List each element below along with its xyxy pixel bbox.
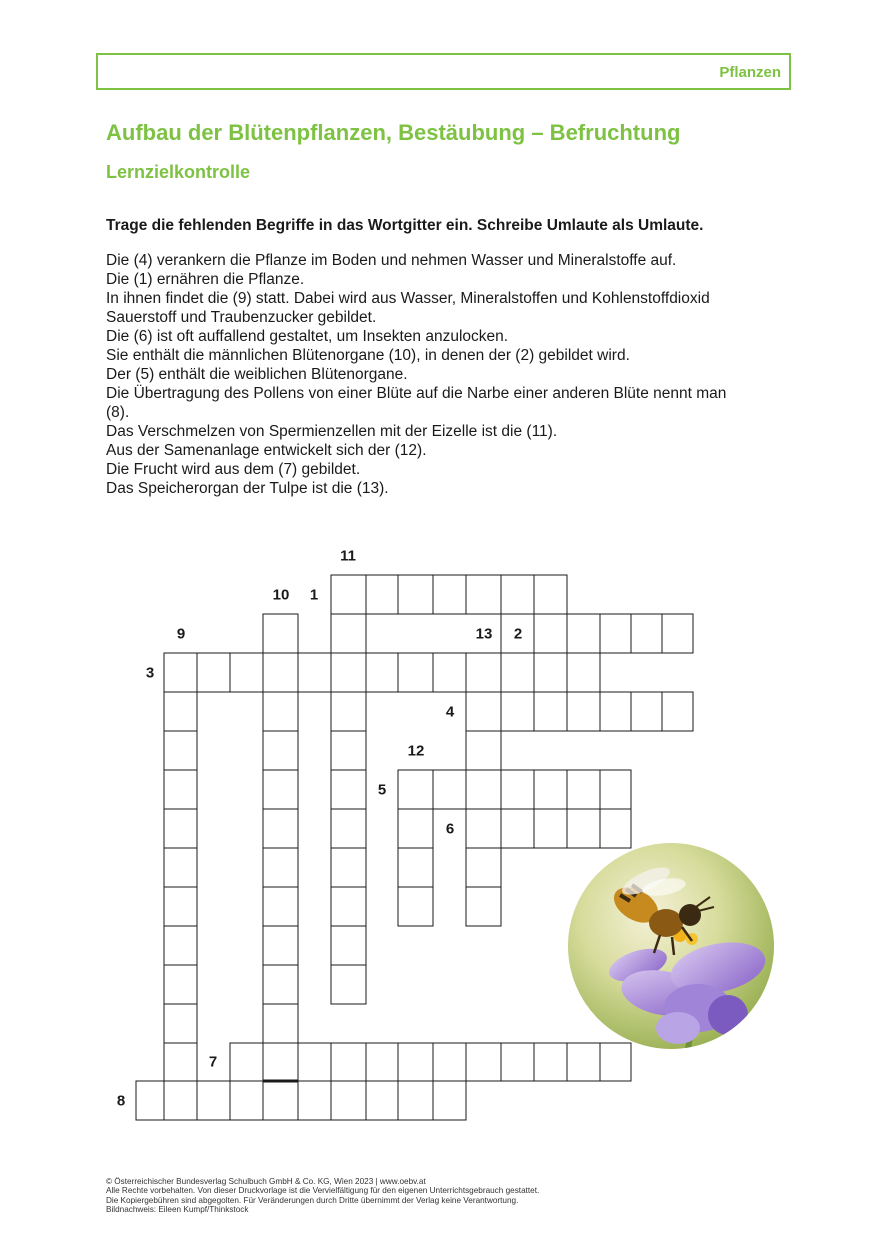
- grid-cell[interactable]: [466, 653, 501, 692]
- grid-cell[interactable]: [331, 653, 366, 692]
- clue-number-10: 10: [272, 586, 290, 604]
- grid-cell[interactable]: [164, 848, 197, 887]
- grid-cell[interactable]: [600, 614, 631, 653]
- grid-cell[interactable]: [366, 1081, 398, 1120]
- grid-cell[interactable]: [331, 692, 366, 731]
- grid-cell[interactable]: [331, 965, 366, 1004]
- grid-cell[interactable]: [433, 575, 466, 614]
- grid-cell[interactable]: [501, 770, 534, 809]
- grid-cell[interactable]: [398, 653, 433, 692]
- grid-cell[interactable]: [263, 887, 298, 926]
- grid-cell[interactable]: [466, 1043, 501, 1081]
- grid-cell[interactable]: [501, 575, 534, 614]
- grid-cell[interactable]: [567, 809, 600, 848]
- grid-cell[interactable]: [600, 809, 631, 848]
- grid-cell[interactable]: [398, 575, 433, 614]
- footer-line: Alle Rechte vorbehalten. Von dieser Druckvorlage ist die Vervielfältigung für den eigenen Unterrichtsgebrauch gestattet.: [106, 1186, 540, 1196]
- grid-cell[interactable]: [263, 614, 298, 653]
- grid-cell[interactable]: [331, 731, 366, 770]
- grid-cell[interactable]: [263, 1004, 298, 1043]
- grid-cell[interactable]: [164, 770, 197, 809]
- clue-line: Der (5) enthält die weiblichen Blütenorgane.: [106, 366, 408, 383]
- grid-cell[interactable]: [534, 770, 567, 809]
- grid-cell[interactable]: [230, 653, 263, 692]
- grid-cell[interactable]: [501, 653, 534, 692]
- clue-line: (8).: [106, 404, 130, 421]
- clue-number-11: 11: [340, 547, 356, 565]
- grid-cell[interactable]: [263, 809, 298, 848]
- grid-cell[interactable]: [263, 965, 298, 1004]
- clue-line: Sie enthält die männlichen Blütenorgane (10), in denen der (2) gebildet wird.: [106, 347, 630, 364]
- grid-cell[interactable]: [331, 887, 366, 926]
- clue-line: Sauerstoff und Traubenzucker gebildet.: [106, 309, 377, 326]
- grid-cell[interactable]: [534, 692, 567, 731]
- grid-cell[interactable]: [501, 809, 534, 848]
- clue-line: Die (6) ist oft auffallend gestaltet, um Insekten anzulocken.: [106, 328, 509, 345]
- grid-cell[interactable]: [263, 848, 298, 887]
- grid-cell[interactable]: [534, 653, 567, 692]
- grid-cell[interactable]: [298, 1043, 331, 1081]
- grid-cell[interactable]: [534, 809, 567, 848]
- grid-cell[interactable]: [466, 692, 501, 731]
- grid-cell[interactable]: [263, 1043, 298, 1081]
- grid-cell[interactable]: [466, 731, 501, 770]
- footer-line: Die Kopiergebühren sind abgegolten. Für Veränderungen durch Dritte übernimmt der Verlag keine Verantwortung.: [106, 1195, 519, 1205]
- grid-cell[interactable]: [136, 1081, 164, 1120]
- page-title: Aufbau der Blütenpflanzen, Bestäubung – Befruchtung: [106, 120, 681, 145]
- clue-number-3: 3: [145, 664, 155, 682]
- clue-number-4: 4: [445, 703, 455, 721]
- grid-cell[interactable]: [263, 770, 298, 809]
- clue-number-2: 2: [513, 625, 523, 643]
- clue-number-7: 7: [208, 1053, 218, 1071]
- grid-cell[interactable]: [501, 692, 534, 731]
- grid-cell[interactable]: [567, 653, 600, 692]
- grid-cell[interactable]: [466, 809, 501, 848]
- grid-cell[interactable]: [466, 887, 501, 926]
- grid-cell[interactable]: [331, 809, 366, 848]
- grid-cell[interactable]: [164, 731, 197, 770]
- clue-number-5: 5: [377, 781, 387, 799]
- grid-cell[interactable]: [331, 1043, 366, 1081]
- grid-cell[interactable]: [631, 692, 662, 731]
- grid-cell[interactable]: [631, 614, 662, 653]
- page-subtitle: Lernzielkontrolle: [106, 162, 251, 182]
- grid-cell[interactable]: [164, 692, 197, 731]
- grid-cell[interactable]: [164, 653, 197, 692]
- grid-cell[interactable]: [366, 1043, 398, 1081]
- clue-number-6: 6: [445, 820, 455, 838]
- grid-cell[interactable]: [567, 692, 600, 731]
- clue-line: Die Frucht wird aus dem (7) gebildet.: [106, 461, 361, 478]
- clue-number-13: 13: [475, 625, 493, 643]
- grid-cell[interactable]: [534, 614, 567, 653]
- grid-cell[interactable]: [466, 848, 501, 887]
- grid-cell[interactable]: [164, 965, 197, 1004]
- grid-cell[interactable]: [534, 1043, 567, 1081]
- clue-number-12: 12: [407, 742, 425, 760]
- grid-cell[interactable]: [263, 1081, 298, 1120]
- grid-cell[interactable]: [433, 653, 466, 692]
- grid-cell[interactable]: [366, 653, 398, 692]
- grid-cell[interactable]: [164, 1004, 197, 1043]
- grid-cell[interactable]: [433, 1081, 466, 1120]
- footer: [106, 1177, 539, 1215]
- grid-cell[interactable]: [331, 575, 366, 614]
- grid-cell[interactable]: [567, 770, 600, 809]
- grid-cell[interactable]: [263, 731, 298, 770]
- grid-cell[interactable]: [263, 653, 298, 692]
- grid-cell[interactable]: [600, 770, 631, 809]
- grid-cell[interactable]: [398, 887, 433, 926]
- grid-cell[interactable]: [331, 1081, 366, 1120]
- clue-number-1: 1: [309, 586, 319, 604]
- grid-cell[interactable]: [164, 887, 197, 926]
- grid-cell[interactable]: [298, 653, 331, 692]
- footer-line: Bildnachweis: Eileen Kumpf/Thinkstock: [106, 1205, 249, 1215]
- grid-cell[interactable]: [600, 692, 631, 731]
- grid-cell[interactable]: [662, 692, 693, 731]
- grid-cell[interactable]: [331, 614, 366, 653]
- grid-cell[interactable]: [197, 653, 230, 692]
- grid-cell[interactable]: [398, 848, 433, 887]
- grid-cell[interactable]: [600, 1043, 631, 1081]
- grid-cell[interactable]: [662, 614, 693, 653]
- grid-cell[interactable]: [398, 809, 433, 848]
- clue-line: In ihnen findet die (9) statt. Dabei wird aus Wasser, Mineralstoffen und Kohlenstoffdioxid: [106, 290, 710, 307]
- grid-cell[interactable]: [164, 1043, 197, 1081]
- grid-cell[interactable]: [567, 614, 600, 653]
- clue-line: Die (1) ernähren die Pflanze.: [106, 271, 305, 288]
- instruction: Trage die fehlenden Begriffe in das Wortgitter ein. Schreibe Umlaute als Umlaute.: [106, 217, 704, 234]
- grid-cell[interactable]: [433, 1043, 466, 1081]
- grid-cell[interactable]: [298, 1081, 331, 1120]
- grid-cell[interactable]: [331, 926, 366, 965]
- clue-line: Das Verschmelzen von Spermienzellen mit der Eizelle ist die (11).: [106, 423, 558, 440]
- grid-cell[interactable]: [366, 575, 398, 614]
- clue-line: Aus der Samenanlage entwickelt sich der (12).: [106, 442, 427, 459]
- grid-cell[interactable]: [331, 848, 366, 887]
- grid-cell[interactable]: [398, 770, 433, 809]
- grid-cell[interactable]: [567, 1043, 600, 1081]
- clue-number-9: 9: [176, 625, 186, 643]
- grid-cell[interactable]: [501, 1043, 534, 1081]
- grid-cell[interactable]: [398, 1081, 433, 1120]
- grid-cell[interactable]: [466, 575, 501, 614]
- clue-line: Das Speicherorgan der Tulpe ist die (13).: [106, 480, 389, 497]
- grid-cell[interactable]: [263, 692, 298, 731]
- grid-cell[interactable]: [534, 575, 567, 614]
- grid-cell[interactable]: [230, 1043, 263, 1081]
- grid-cell[interactable]: [466, 770, 501, 809]
- grid-cell[interactable]: [197, 1081, 230, 1120]
- grid-cell[interactable]: [164, 926, 197, 965]
- grid-cell[interactable]: [433, 770, 466, 809]
- clue-line: Die (4) verankern die Pflanze im Boden und nehmen Wasser und Mineralstoffe auf.: [106, 252, 677, 269]
- grid-cell[interactable]: [331, 770, 366, 809]
- grid-cell[interactable]: [164, 1081, 197, 1120]
- footer-line: © Österreichischer Bundesverlag Schulbuch GmbH & Co. KG, Wien 2023 | www.oebv.at: [106, 1177, 426, 1186]
- clue-line: Die Übertragung des Pollens von einer Blüte auf die Narbe einer anderen Blüte nennt man: [106, 385, 727, 402]
- grid-cell[interactable]: [164, 809, 197, 848]
- section-label: Pflanzen: [719, 64, 781, 81]
- grid-cell[interactable]: [398, 1043, 433, 1081]
- clue-number-8: 8: [116, 1092, 126, 1110]
- bee-on-flower-photo: [568, 843, 774, 1049]
- grid-cell[interactable]: [263, 926, 298, 965]
- grid-cell[interactable]: [230, 1081, 263, 1120]
